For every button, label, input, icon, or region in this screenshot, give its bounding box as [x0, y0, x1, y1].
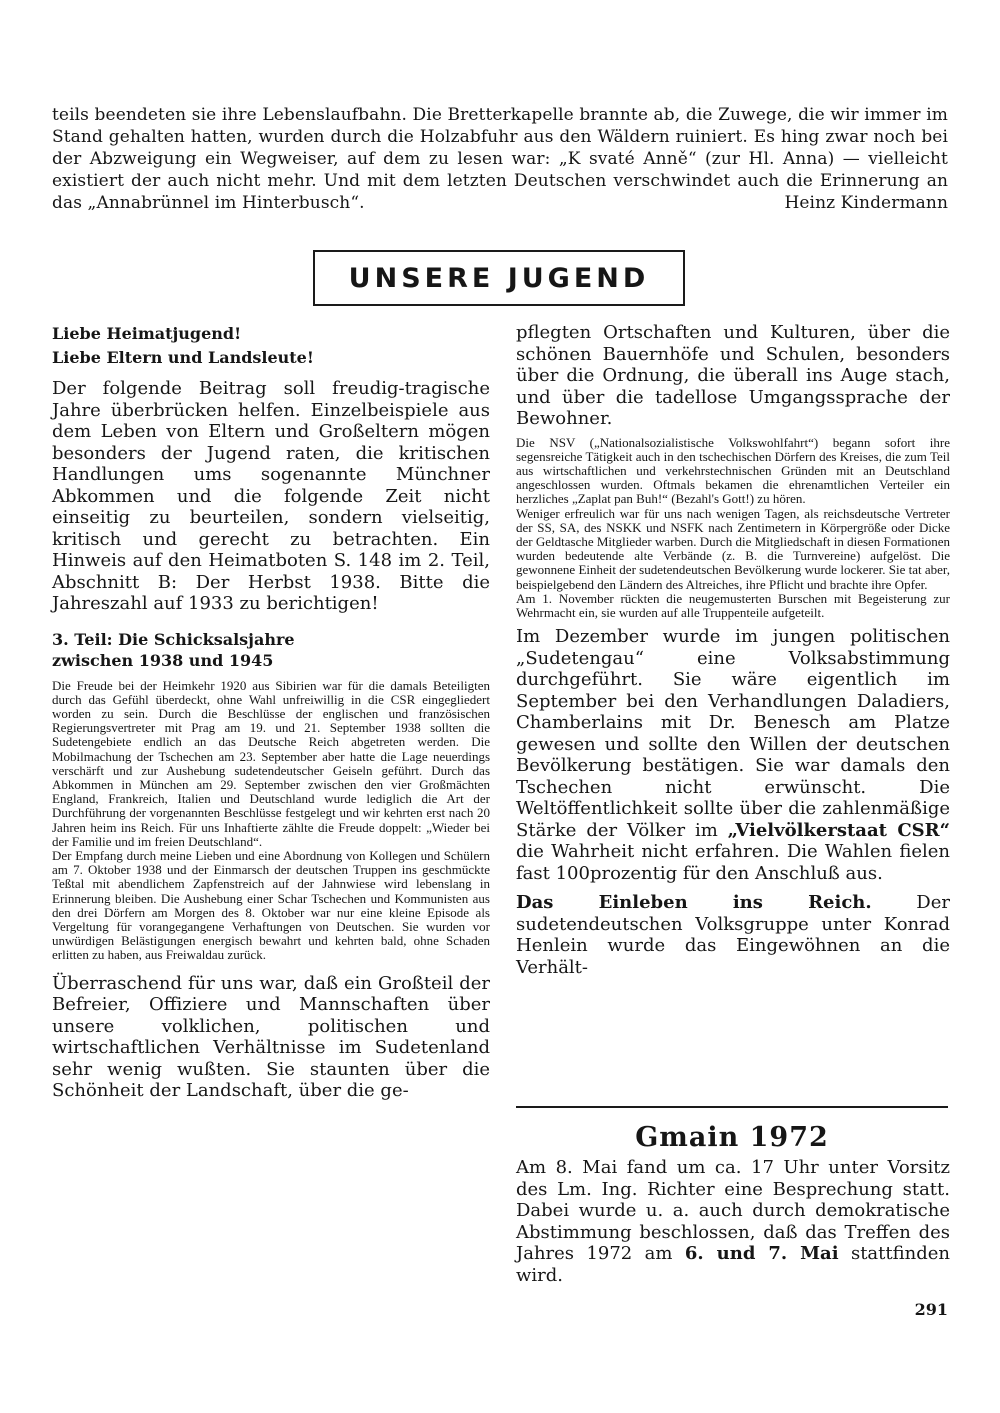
gmain-date: 6. und 7. Mai — [684, 1243, 839, 1264]
december-text-b: die Wahrheit nicht erfahren. Die Wahlen fielen fast 100prozentig für den Anschluß aus. — [516, 841, 950, 884]
small-paragraph-homecoming: Die Freude bei der Heimkehr 1920 aus Sibirien war für die damals Beteiligten durch das Gefühl überdeckt, ohne Wahl unfreiwillig in die CSR eingegliedert worden zu sein. Durch die Beschlüsse der englischen und französischen Regierungsvertreter mit Prag am 19. und 21. September 1938 sollten die Sudetengebiete endlich an das Deutsche Reich abgetreten werden. Die Mobilmachung der Tschechen am 23. September aber hatte die Lage neuerdings verschärft und zur Aushebung sudetendeutscher Geiseln geführt. Durch das Abkommen in München am 29. September zwischen den vier Großmächten England, Frankreich, Italien und Deutschland wurde lediglich die Art der Durchführung der vorgenannten Beschlüsse festgelegt und wir kehrten erst nach 20 Jahren heim ins Reich. Für uns Inhaftierte zählte die Freude doppelt: „Wieder bei der Familie und im freien Deutschland“. — [52, 677, 490, 849]
right-column — [516, 322, 950, 978]
left-column — [52, 322, 490, 1102]
reich-paragraph — [516, 892, 950, 978]
section-divider — [516, 1106, 948, 1108]
small-paragraph-november: Am 1. November rückten die neugemusterten Burschen mit Begeisterung zur Wehrmacht ein, sie wurden auf alle Truppenteile aufgeteilt. — [516, 590, 950, 620]
intro-author: Heinz Kindermann — [784, 193, 948, 213]
december-text-bold: „Vielvölkerstaat CSR“ — [727, 819, 950, 841]
part-heading-line1: 3. Teil: Die Schicksalsjahre — [52, 629, 295, 649]
gmain-paragraph — [516, 1157, 950, 1286]
intro-article — [52, 104, 948, 214]
greeting-parents: Liebe Eltern und Landsleute! — [52, 348, 314, 367]
reich-text: Der sudetendeutschen Volksgruppe unter Konrad Henlein wurde das Eingewöhnen an die Verhält- — [516, 892, 950, 978]
reich-heading: Das Einleben ins Reich. — [516, 892, 872, 914]
lead-paragraph: Der folgende Beitrag soll freudig-tragische Jahre überbrücken helfen. Einzelbeispiele aus dem Leben von Eltern und Großeltern mögen besonders der Jugend raten, die kritischen Handlungen ums sogenannte Münchner Abkommen und die folgende Zeit nicht einseitig zu beurteilen, sondern vielseitig, kritisch und gerecht zu betrachten. Ein Hinweis auf den Heimatboten S. 148 im 2. Teil, Abschnitt B: Der Herbst 1938. Bitte die Jahreszahl auf 1933 zu berichtigen! — [52, 378, 490, 614]
small-paragraph-reception: Der Empfang durch meine Lieben und eine Abordnung von Kollegen und Schülern am 7. Oktober 1938 und der Einmarsch der deutschen Truppen ins geschmückte Teßtal mit abendlichem Zapfenstreich auf der Jahnwiese wird lebenslang in Erinnerung bleiben. Die Aushebung einer Schar Tschechen und Kommunisten aus den drei Dörfern am Morgen des 8. Oktober war nur eine kleine Episode als Vergeltung für vorangegangene Verhaftungen von Deutschen. Sie wurden vor unwürdigen Belästigungen energisch bewahrt und kehrten bald, ohne Schaden erlitten zu haben, aus Freiwaldau zurück. — [52, 847, 490, 963]
gmain-text-a: Am 8. Mai fand um ca. 17 Uhr unter Vorsitz des Lm. Ing. Richter eine Besprechung statt. Dabei wurde u. a. auch durch demokratische Abstimmung beschlossen, daß das Treffen des Jahres 1972 am — [516, 1157, 950, 1264]
december-paragraph — [516, 626, 950, 884]
greeting-youth: Liebe Heimatjugend! — [52, 324, 242, 343]
section-title: UNSERE JUGEND — [348, 262, 650, 294]
continuation-paragraph: pflegten Ortschaften und Kulturen, über die schönen Bauernhöfe und Schulen, besonders über die Ordnung, die überall ins Auge stach, und über die tadellose Umgangssprache der Bewohner. — [516, 322, 950, 429]
page-number: 291 — [914, 1300, 948, 1319]
gmain-title: Gmain 1972 — [635, 1122, 829, 1153]
small-paragraph-nsv: Die NSV („Nationalsozialistische Volkswohlfahrt“) begann sofort ihre segensreiche Tätigkeit auch in den tschechischen Dörfern des Kreises, die zum Teil aus wirtschaftlichen und verkehrstechnischen Gründen mit an Deutschland angeschlossen wurden. Oftmals bekamen die ehrenamtlichen Verteiler ein herzliches „Zaplat pan Buh!“ (Bezahl's Gott!) zu hören. — [516, 434, 950, 507]
december-text-a: Im Dezember wurde im jungen politischen „Sudetengau“ eine Volksabstimmung durchgeführt. Sie wäre eigentlich im September bei den Verhandlungen Daladiers, Chamberlains mit Dr. Benesch am Platze gewesen und sollte den Willen der deutschen Bevölkerung bestätigen. Sie war damals den Tschechen nicht erwünscht. Die Weltöffentlichkeit sollte über die zahlenmäßige Stärke der Völker im — [516, 626, 950, 841]
closing-paragraph: Überraschend für uns war, daß ein Großteil der Befreier, Offiziere und Mannschaften über unsere volklichen, politischen und wirtschaftlichen Verhältnisse im Sudetenland sehr wenig wußten. Sie staunten über die Schönheit der Landschaft, über die ge- — [52, 972, 490, 1102]
gmain-text-b: stattfinden wird. — [516, 1243, 950, 1286]
small-paragraph-formations: Weniger erfreulich war für uns nach wenigen Tagen, als reichsdeutsche Vertreter der SS, SA, des NSKK und NSFK nach Zentimetern in Körpergröße oder Dicke der Geldtasche Mitglieder warben. Durch die Mitgliedschaft in diesen Formationen wurden bedeutende alte Verbände (z. B. die Turnvereine) aufgelöst. Die gewonnene Einheit der sudetendeutschen Bevölkerung wurde lockerer. Sie tat aber, beispielgebend den Ländern des Altreiches, ihre Pflicht und brachte ihre Opfer. — [516, 505, 950, 592]
section-title-box — [313, 250, 685, 306]
part-heading-line2: zwischen 1938 und 1945 — [52, 650, 274, 670]
intro-paragraph: teils beendeten sie ihre Lebenslaufbahn. Die Bretterkapelle brannte ab, die Zuwege, die wir immer im Stand gehalten hatten, wurden durch die Holzabfuhr aus den Wäldern ruiniert. Es hing zwar noch bei der Abzweigung ein Wegweiser, auf dem zu lesen war: „K svaté Anně“ (zur Hl. Anna) — vielleicht existiert der auch nicht mehr. Und mit dem letzten Deutschen verschwindet auch die Erinnerung an das „Annabrünnel im Hinterbusch“. — [52, 105, 948, 213]
